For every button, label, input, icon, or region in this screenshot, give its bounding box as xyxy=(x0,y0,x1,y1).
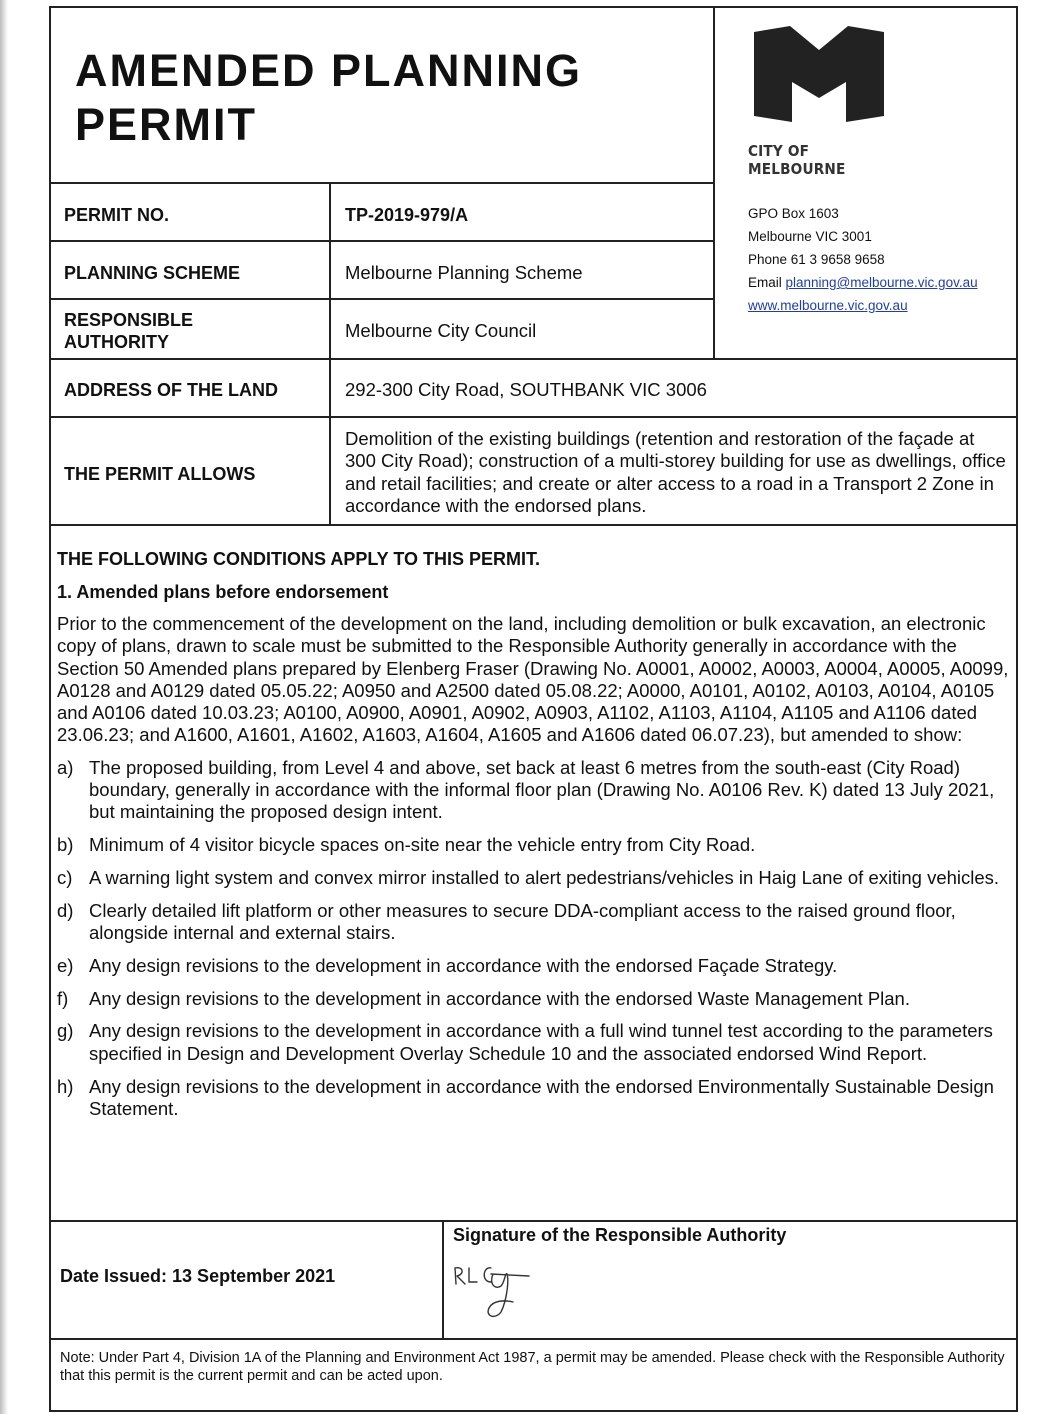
column-line xyxy=(442,1220,444,1340)
row-line xyxy=(51,1338,1017,1340)
signature-image xyxy=(449,1260,539,1324)
condition-items xyxy=(57,757,1012,1120)
signature-label: Signature of the Responsible Authority xyxy=(453,1225,787,1245)
header-divider xyxy=(713,8,715,358)
item-letter: a) xyxy=(57,756,74,778)
item-text: Minimum of 4 visitor bicycle spaces on-site near the vehicle entry from City Road. xyxy=(89,834,756,856)
condition-item xyxy=(57,955,1012,977)
contact-city: Melbourne VIC 3001 xyxy=(748,229,872,244)
item-letter: e) xyxy=(57,954,74,976)
conditions-heading: THE FOLLOWING CONDITIONS APPLY TO THIS PERMIT. xyxy=(57,549,541,569)
column-line xyxy=(329,182,331,524)
date-issued: Date Issued: 13 September 2021 xyxy=(60,1266,336,1286)
item-letter: g) xyxy=(57,1020,74,1042)
condition-item xyxy=(57,757,1012,824)
item-text: Clearly detailed lift platform or other measures to secure DDA-compliant access to the raised ground floor, alongside internal and external stairs. xyxy=(89,899,956,944)
condition-intro: Prior to the commencement of the development on the land, including demolition or bulk excavation, an electronic copy of plans, drawn to scale must be submitted to the Responsible Authority generally in accordance with the Section 50 Amended plans prepared by Elenberg Fraser (Drawing No. A0001, A0002, A0003, A0004, A0005, A0099, A0128 and A0129 dated 05.05.22; A0950 and A2500 dated 05.08.22; A0000, A0101, A0102, A0103, A0104, A0105 and A0106 dated 10.03.23; A0100, A0900, A0901, A0902, A0903, A1102, A1103, A1104, A1105 and A1106 dated 23.06.23; and A1600, A1601, A1602, A1603, A1604, A1605 and A1606 dated 06.07.23), but amended to show: xyxy=(57,613,1009,746)
row-line xyxy=(51,240,713,242)
website-link[interactable]: www.melbourne.vic.gov.au xyxy=(748,298,908,313)
row-line xyxy=(51,416,1017,418)
condition-item xyxy=(57,1020,1012,1065)
address-label: ADDRESS OF THE LAND xyxy=(64,380,279,400)
address-value: 292-300 City Road, SOUTHBANK VIC 3006 xyxy=(345,379,707,400)
permit-no-label: PERMIT NO. xyxy=(64,205,170,225)
authority-label-line-1: RESPONSIBLE xyxy=(64,310,194,330)
permit-allows-label: THE PERMIT ALLOWS xyxy=(64,464,256,484)
contact-details xyxy=(748,202,978,317)
item-text: Any design revisions to the development in accordance with a full wind tunnel test according to the parameters specified in Design and Development Overlay Schedule 10 and the associated endorsed Wind Report. xyxy=(89,1020,993,1064)
item-letter: f) xyxy=(57,987,69,1009)
planning-scheme-label: PLANNING SCHEME xyxy=(64,263,241,283)
item-text: Any design revisions to the development in accordance with the endorsed Environmentally Sustainable Design Statement. xyxy=(89,1075,994,1119)
row-line xyxy=(51,298,713,300)
conditions-section xyxy=(57,548,1012,1131)
email-link[interactable]: planning@melbourne.vic.gov.au xyxy=(785,275,978,290)
permit-note: Note: Under Part 4, Division 1A of the Planning and Environment Act 1987, a permit may be amended. Please check with the Responsible Authority that this permit is the current permit and can be acted upon. xyxy=(60,1350,1005,1384)
item-letter: d) xyxy=(57,899,74,921)
title-line-2: PERMIT xyxy=(75,99,258,150)
row-line xyxy=(51,524,1017,526)
condition-item xyxy=(57,988,1012,1010)
condition-item xyxy=(57,900,1012,945)
item-text: Any design revisions to the development in accordance with the endorsed Waste Management Plan. xyxy=(89,987,910,1009)
item-letter: c) xyxy=(57,866,73,888)
condition-item xyxy=(57,834,1012,856)
permit-document xyxy=(49,6,1018,1412)
permit-no-value: TP-2019-979/A xyxy=(345,205,469,225)
planning-scheme-value: Melbourne Planning Scheme xyxy=(345,262,583,283)
permit-allows-value: Demolition of the existing buildings (retention and restoration of the façade at 300 City Road); construction of a multi-storey building for use as dwellings, office and retail facilities; and create or alter access to a road in a Transport 2 Zone in accordance with the endorsed plans. xyxy=(345,428,1006,516)
page-edge-shadow xyxy=(0,0,8,1414)
contact-email-line xyxy=(748,271,978,294)
item-letter: b) xyxy=(57,834,74,856)
responsible-authority-label xyxy=(64,309,193,353)
logo-wordmark: CITY OF MELBOURNE xyxy=(748,142,846,178)
item-letter: h) xyxy=(57,1075,74,1097)
authority-label-line-2: AUTHORITY xyxy=(64,332,169,352)
row-line xyxy=(51,1220,1017,1222)
page-title xyxy=(75,44,582,152)
item-text: The proposed building, from Level 4 and above, set back at least 6 metres from the south-east (City Road) boundary, generally in accordance with the informal floor plan (Drawing No. A0106 Rev. K) dated 13 July 2021, but maintaining the proposed design intent. xyxy=(89,756,995,823)
condition-item xyxy=(57,867,1012,889)
city-of-melbourne-logo xyxy=(748,24,890,124)
row-line xyxy=(51,358,1017,360)
item-text: A warning light system and convex mirror installed to alert pedestrians/vehicles in Haig Lane of exiting vehicles. xyxy=(89,866,1000,888)
contact-po-box: GPO Box 1603 xyxy=(748,206,839,221)
contact-phone: Phone 61 3 9658 9658 xyxy=(748,252,885,267)
condition-item xyxy=(57,1076,1012,1121)
row-line xyxy=(51,182,713,184)
responsible-authority-value: Melbourne City Council xyxy=(345,320,537,341)
condition-section-title: 1. Amended plans before endorsement xyxy=(57,582,389,602)
title-line-1: AMENDED PLANNING xyxy=(75,45,583,96)
item-text: Any design revisions to the development in accordance with the endorsed Façade Strategy. xyxy=(89,954,838,976)
email-label: Email xyxy=(748,275,786,290)
